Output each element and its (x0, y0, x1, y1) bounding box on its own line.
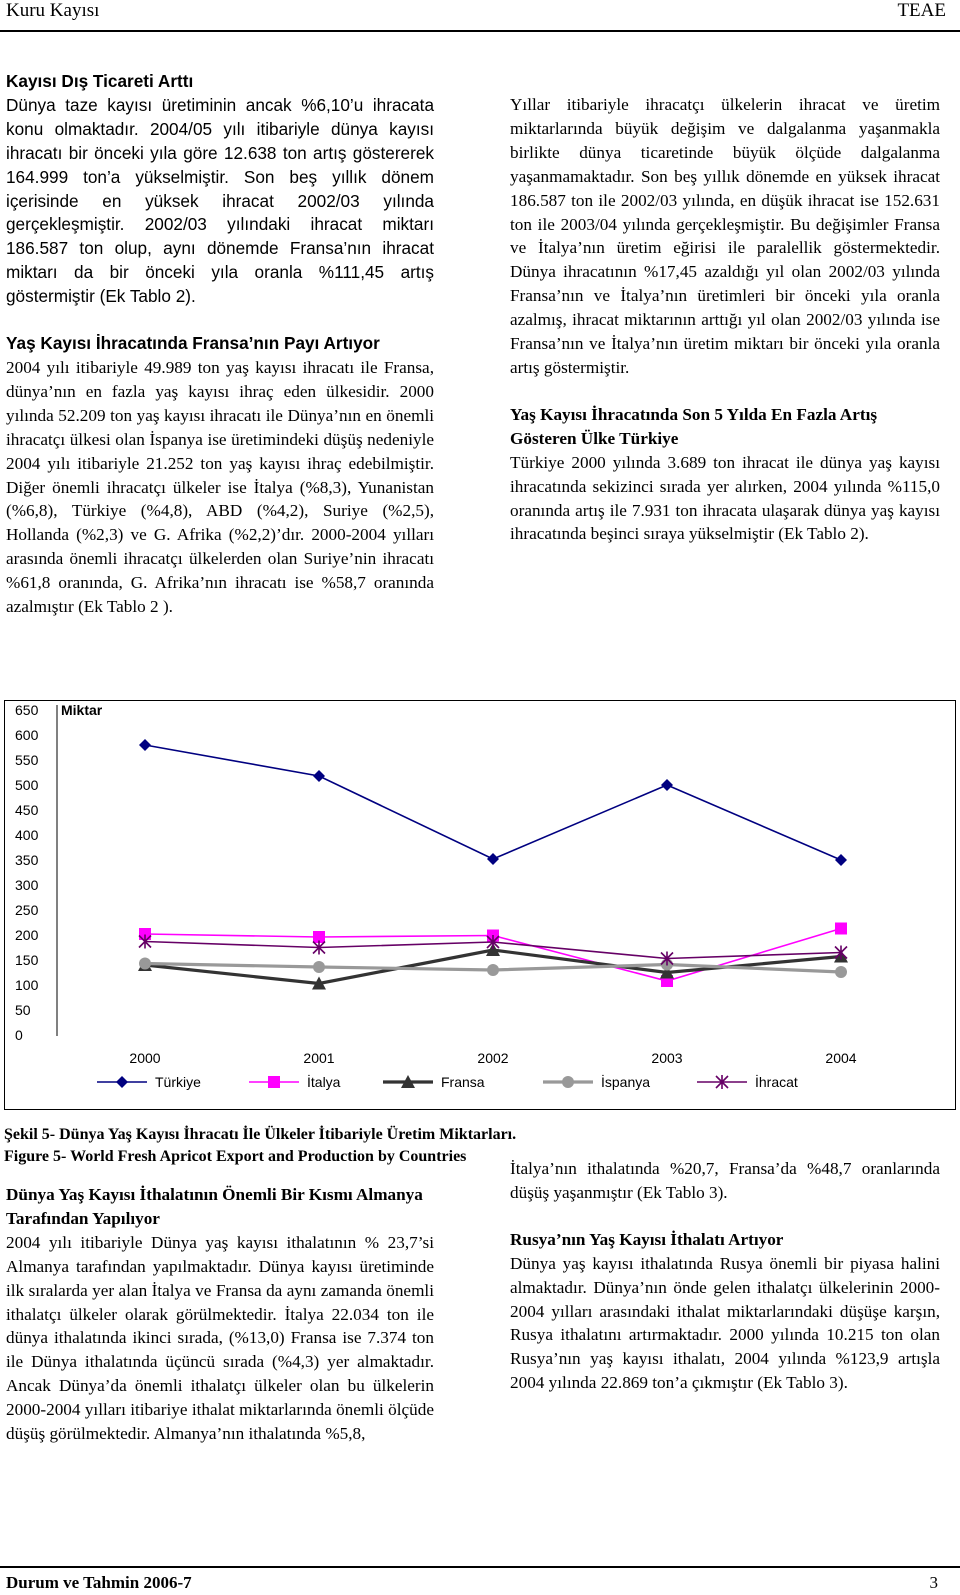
legend-label: Fransa (441, 1074, 485, 1090)
left-column-top (6, 70, 434, 619)
legend (97, 1073, 798, 1090)
right-column-bottom (510, 1157, 940, 1395)
y-tick-label: 100 (15, 977, 39, 993)
series-line (145, 745, 841, 860)
y-tick-label: 250 (15, 902, 39, 918)
y-tick-label: 300 (15, 877, 39, 893)
left-column-bottom (6, 1183, 434, 1446)
y-tick-label: 350 (15, 852, 39, 868)
y-tick-label: 0 (15, 1027, 23, 1043)
data-point (661, 779, 673, 791)
section-heading-turkey: Yaş Kayısı İhracatında Son 5 Yılda En Fazla Artış Gösteren Ülke Türkiye (510, 404, 878, 448)
data-point (313, 770, 325, 782)
y-tick-label: 50 (15, 1002, 31, 1018)
spacer (510, 1205, 940, 1228)
x-tick-label: 2001 (303, 1050, 335, 1066)
series-group (138, 739, 848, 990)
y-tick-label: 400 (15, 827, 39, 843)
figure-caption (4, 1124, 516, 1168)
paragraph-turkey: Türkiye 2000 yılında 3.689 ton ihracat ile dünya yaş kayısı ihracatında sekizinci sırada yer alırken, 2004 yılında %115,0 oranında artış ile 7.931 ton ihracata ulaşarak dünya yaş kayısı ihracatında beşinci sıraya yükselmiştir (Ek Tablo 2). (510, 452, 940, 544)
footer-rule (0, 1566, 960, 1568)
chart-frame (4, 700, 956, 1110)
header-rule (0, 30, 960, 32)
y-axis-label: Miktar (61, 702, 103, 718)
section-heading-germany: Dünya Yaş Kayısı İthalatının Önemli Bir Kısmı Almanya Tarafından Yapılıyor (6, 1185, 423, 1228)
y-tick-labels (15, 702, 39, 1043)
y-tick-label: 550 (15, 752, 39, 768)
x-tick-label: 2004 (825, 1050, 857, 1066)
legend-marker (268, 1076, 280, 1088)
y-tick-label: 600 (15, 727, 39, 743)
y-tick-label: 450 (15, 802, 39, 818)
data-point (835, 966, 847, 978)
paragraph-import-decline: İtalya’nın ithalatında %20,7, Fransa’da %48,7 oranlarında düşüş yaşanmıştır (Ek Tablo 3). (510, 1159, 940, 1202)
y-tick-label: 500 (15, 777, 39, 793)
x-tick-labels (129, 1050, 856, 1066)
legend-label: İhracat (755, 1074, 798, 1090)
caption-english: Figure 5- World Fresh Apricot Export and Production by Countries (4, 1148, 467, 1165)
x-tick-label: 2003 (651, 1050, 683, 1066)
spacer (6, 309, 434, 332)
x-tick-label: 2002 (477, 1050, 509, 1066)
data-point (487, 964, 499, 976)
section-heading-export: Kayısı Dış Ticareti Arttı (6, 71, 194, 91)
legend-label: İtalya (307, 1074, 341, 1090)
paragraph-germany: 2004 yılı itibariyle Dünya yaş kayısı ithalatının % 23,7’si Almanya tarafından yapılmaktadır. Dünya kayısı üretiminde ilk sıralarda yer alan İtalya ve Fransa da aynı zamanda önemli ithalatçı ülkeler olarak görülmektedir. İtalya 22.034 ton ile dünya ithalatında ikinci sırada, (%13,0) Fransa ise 7.374 ton ile Dünya ithalatında üçüncü sırada (%4,3) yer almaktadır. Ancak Dünya’da önemli ithalatçı ülkeler olan bu ülkelerin 2000-2004 yılları itibariye ithalat miktarlarında önemli ölçüde düşüş görülmektedir. Almanya’nın ithalatında %5,8, (6, 1232, 434, 1444)
legend-item-i-talya (249, 1073, 341, 1090)
line-chart (5, 701, 955, 1109)
legend-item-i-hracat (697, 1073, 798, 1090)
data-point (139, 739, 151, 751)
series-t-rkiye (139, 739, 847, 866)
paragraph-russia: Dünya yaş kayısı ithalatında Rusya önemli bir piyasa halini almaktadır. Dünya’nın önde gelen ithalatçı ülkelerinin 2000-2004 yılları arasındaki ithalat miktarlarındaki düşüşe karşın, Rusya ithalatını artırmaktadır. 2000 yılında 10.215 ton olan Rusya’nın yaş kayısı ithalatı, 2004 yılında %123,9 artışla 2004 yılında 22.869 ton’a çıkmıştır (Ek Tablo 3). (510, 1253, 940, 1393)
section-heading-france-share: Yaş Kayısı İhracatında Fransa’nın Payı Artıyor (6, 333, 380, 354)
data-point (835, 854, 847, 866)
legend-marker (562, 1076, 574, 1088)
data-point (139, 958, 151, 970)
caption-turkish: Şekil 5- Dünya Yaş Kayısı İhracatı İle Ülkeler İtibariyle Üretim Miktarları. (4, 1126, 517, 1143)
legend-item-fransa (383, 1074, 485, 1090)
paragraph-france-share: 2004 yılı itibariyle 49.989 ton yaş kayısı ihracatı ile Fransa, dünya’nın en fazla yaş kayısı ihraç eden ülkesidir. 2000 yılında 52.209 ton yaş kayısı ihracatı ile Dünya’nın en önemli ihracatçı ülkesi olan İspanya ise üretimindeki düşüş nedeniyle 2004 yılı itibariyle 21.252 ton yaş kayısı ihraç edebilmiştir. Diğer önemli ihracatçı ülkeler ise İtalya (%8,3), Yunanistan (%6,8), Türkiye (%4,8), ABD (%4,2), Suriye (%2,5), Hollanda (%2,3) ve G. Afrika (%2,2)’dır. 2000-2004 yılları arasında önemli ihracatçı ülkelerden olan Suriye’nin ihracatı %61,8 oranında, G. Afrika’nın ihracatı ise %58,7 oranında azalmıştır (Ek Tablo 2 ). (6, 357, 434, 617)
y-tick-label: 650 (15, 702, 39, 718)
y-tick-label: 200 (15, 927, 39, 943)
paragraph-fluctuation: Yıllar itibariyle ihracatçı ülkelerin ihracat ve üretim miktarlarında büyük değişim ve dalgalanma yaşanmakla birlikte dünya ticaretinde büyük ölçüde dalgalanma yaşanmamaktadır. Son beş yıllık dönemde en yüksek ihracat 186.587 ton ile 2002/03 yılında, en düşük ihracat ise 152.631 ton ile 2003/04 yılında gerçekleşmiştir. Bu değişimler Fransa ve İtalya’nın üretim eğirisi ile paralellik göstermektedir. Dünya ihracatının %17,45 azaldığı yıl olan 2002/03 yılında Fransa’nın ve İtalya’nın üretimleri bir önceki yıla oranla azalmış, ihracat miktarının arttığı yıl olan 2002/03 yılında ise Fransa’nın ve İtalya’nın üretim miktarı bir önceki yıla oranla artış göstermiştir. (510, 95, 940, 377)
page-number: 3 (929, 1573, 938, 1592)
y-tick-label: 150 (15, 952, 39, 968)
header-title: Kuru Kayısı (6, 0, 100, 21)
legend-item-t-rkiye (97, 1074, 201, 1090)
legend-label: İspanya (601, 1074, 651, 1090)
spacer (510, 380, 940, 403)
paragraph-export: Dünya taze kayısı üretiminin ancak %6,10’u ihracata konu olmaktadır. 2004/05 yılı itibariyle dünya kayısı ihracatı bir önceki yıla göre 12.638 ton artış göstererek 164.999 ton’a yükselmiştir. Son beş yıllık dönem içerisinde en yüksek ihracat 2002/03 yılında gerçekleşmiştir. 2002/03 yılındaki ihracat miktarı 186.587 ton olup, aynı dönemde Fransa’nın ihracat miktarı da bir önceki yıla oranla %111,45 artış göstermiştir (Ek Tablo 2). (6, 94, 434, 307)
legend-label: Türkiye (155, 1074, 201, 1090)
legend-marker (116, 1076, 128, 1088)
data-point (835, 923, 847, 935)
right-column-top (510, 93, 940, 546)
x-tick-label: 2000 (129, 1050, 161, 1066)
section-heading-russia: Rusya’nın Yaş Kayısı İthalatı Artıyor (510, 1229, 784, 1249)
data-point (487, 853, 499, 865)
data-point (313, 961, 325, 973)
legend-item-i-spanya (543, 1073, 650, 1090)
footer-publication: Durum ve Tahmin 2006-7 (6, 1573, 192, 1592)
header-organization: TEAE (897, 0, 946, 21)
